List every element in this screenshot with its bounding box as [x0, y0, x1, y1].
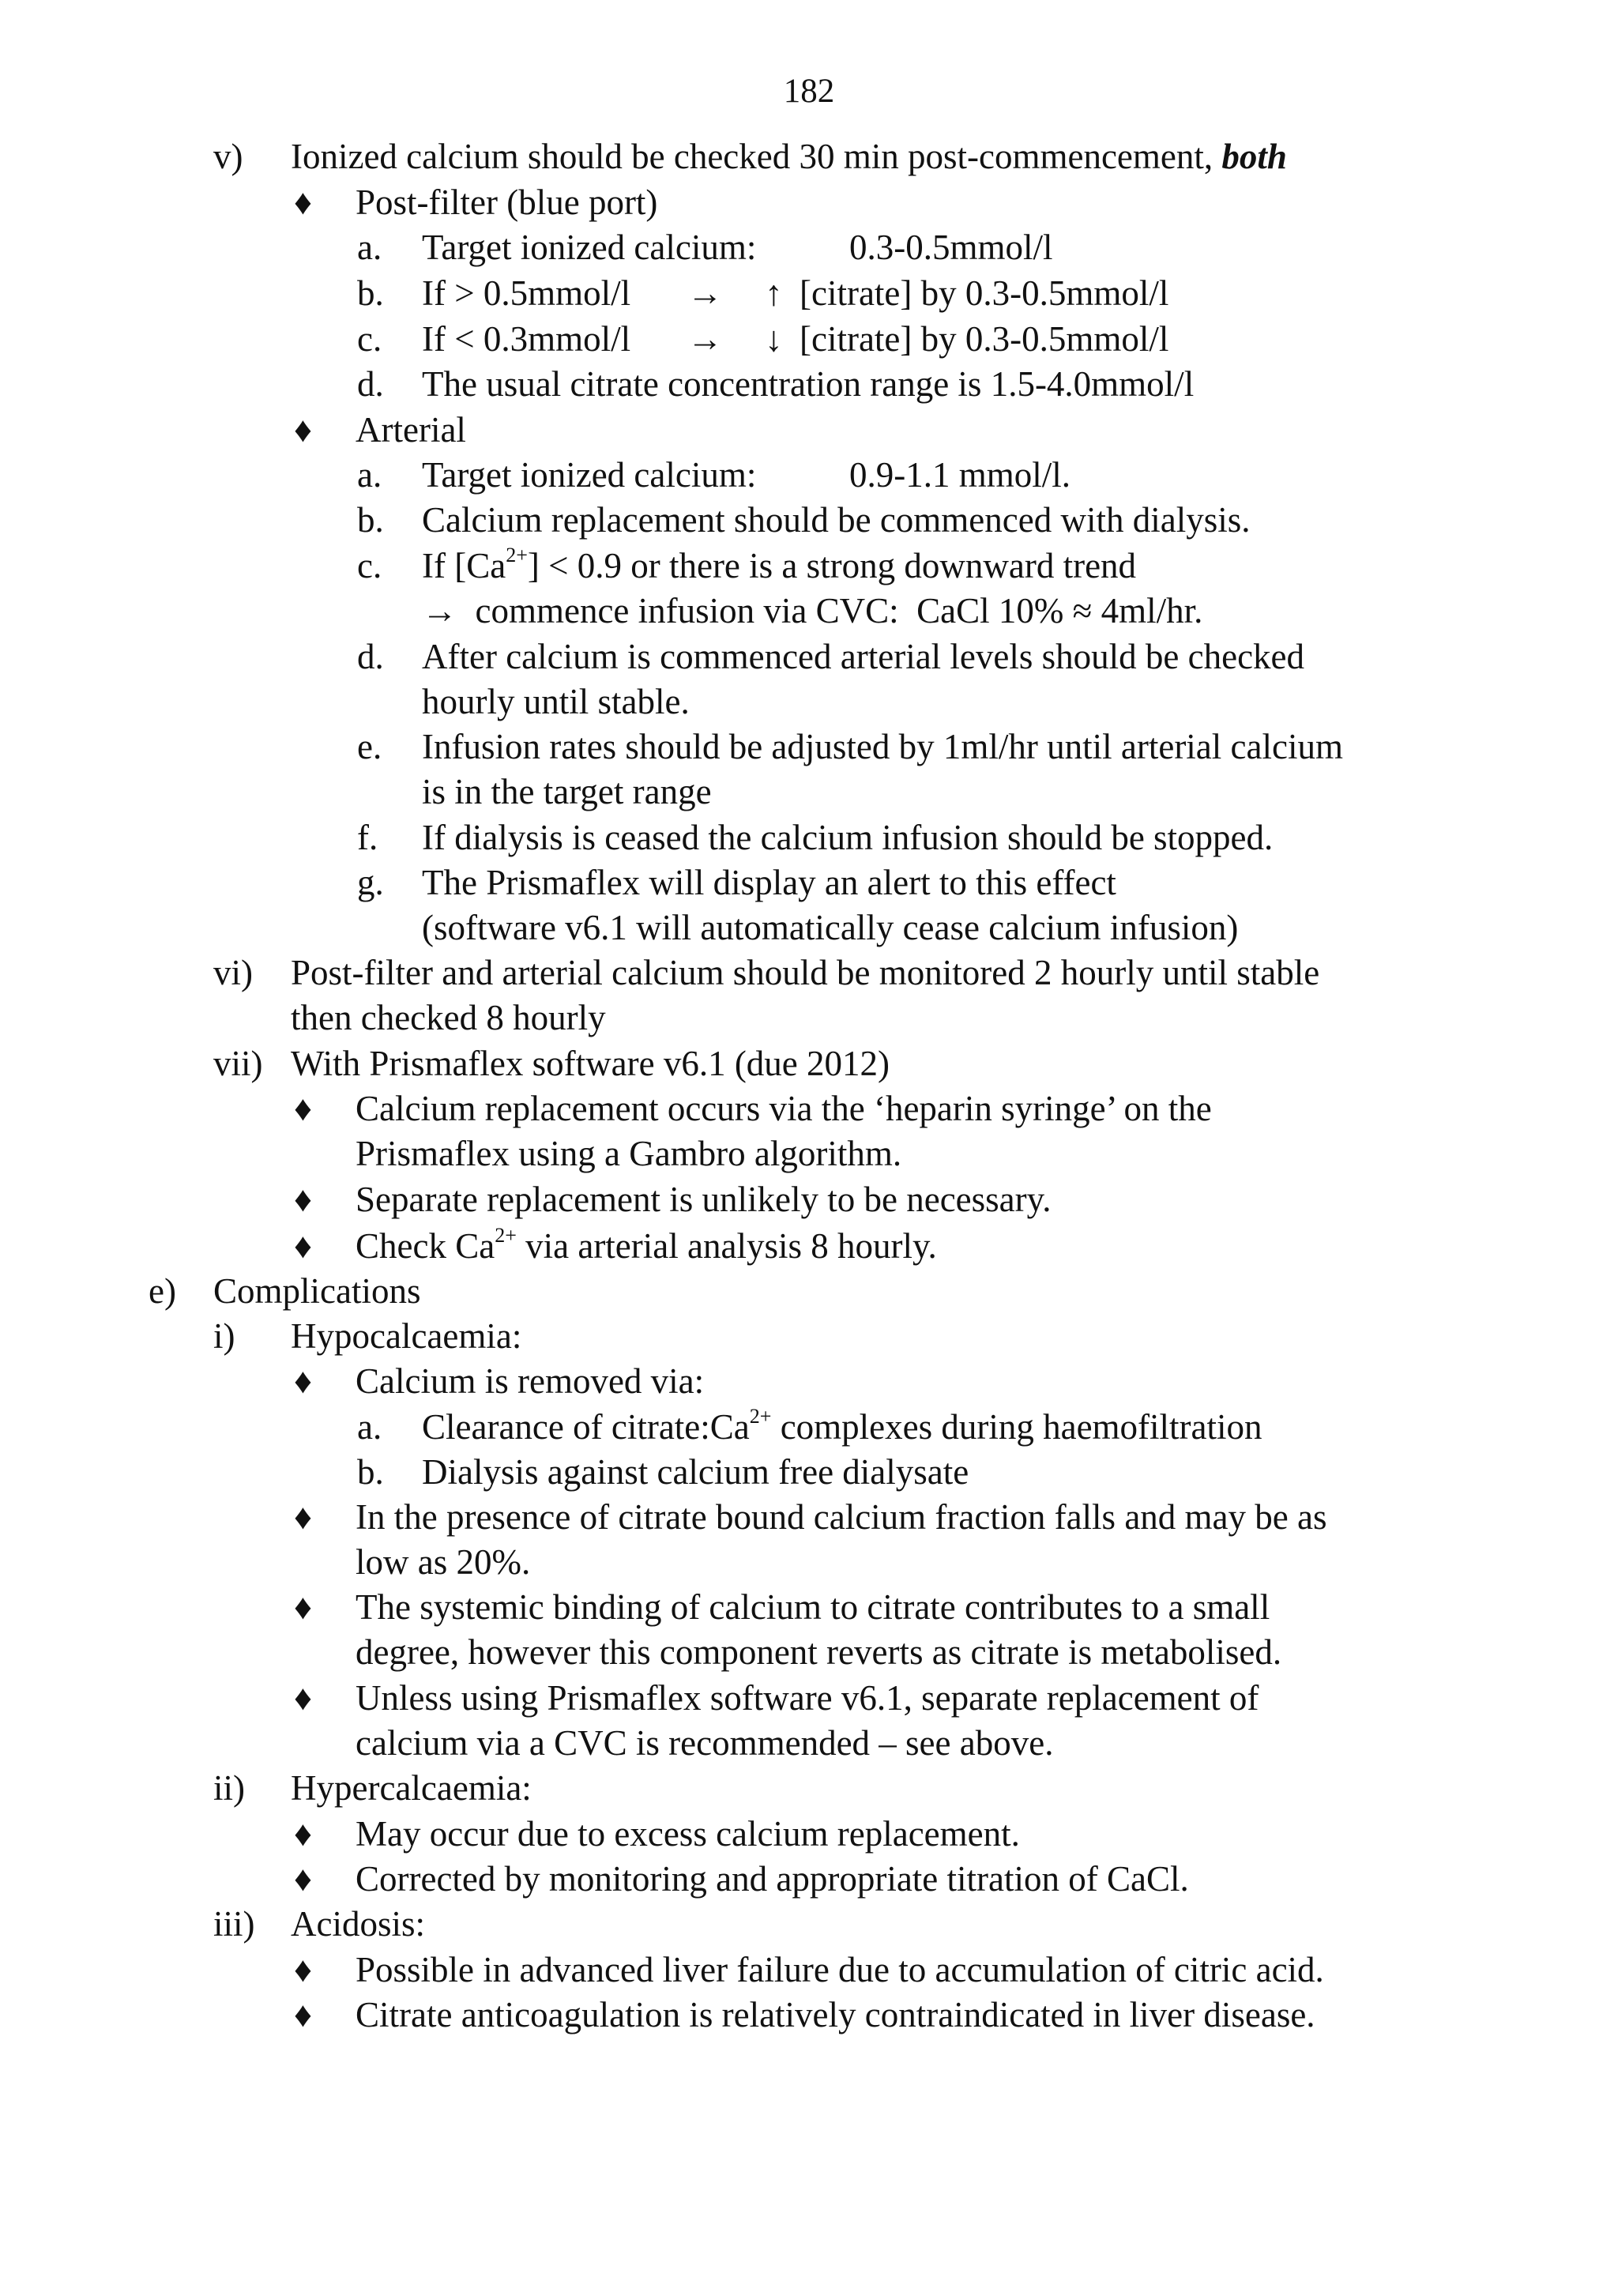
- bullet-icon: ♦: [294, 1180, 312, 1219]
- bullet-icon: ♦: [294, 1226, 312, 1266]
- section-heading: Complications: [213, 1271, 421, 1311]
- bullet-icon: ♦: [294, 1995, 312, 2034]
- target-value: 0.9-1.1 mmol/l.: [849, 455, 1071, 495]
- bullet-icon: ♦: [294, 1814, 312, 1854]
- bullet-icon: ♦: [294, 1089, 312, 1128]
- bullet-icon: ♦: [294, 1859, 312, 1899]
- page-number: 182: [783, 73, 835, 110]
- item-marker: ii): [213, 1768, 245, 1808]
- item-marker: vi): [213, 953, 253, 992]
- bullet-icon: ♦: [294, 1361, 312, 1401]
- document-page: 182 v) Ionized calcium should be checked 30 min post-commencement, both ♦ Post-filter (blue port) a. Target ionized calcium: 0.3-0.5mmol/l b. If > 0.5mmol/l → ↑ [citrate] by 0.3-0.5mmol/l c. If < 0.3mmol/l → ↓ [citrate] by 0.3-0.5mmol/l d. The usual citrate concentration range is 1.5-4.0mmol/l ♦ Arterial a. Target ionized calcium: 0.9-1.1 mmol/l. b. Calcium replacement should be commenced with dialysis. c. If $[Ca^{2+}] < 0.9$ or there is a strong downward trend → commence infusion via CVC: CaCl 10% ≈ 4ml/hr. d. After calcium is commenced arterial levels should be checked hourly until stable. e. Infusion rates should be adjusted by 1ml/hr until arterial calcium is in the target range f. If dialysis is ceased the calcium infusion should be stopped. g. The Prismaflex will display an alert to this effect (software v6.1 will automatically cease calcium infusion) vi) Post-filter and arterial calcium should be monitored 2 hourly until stable then checked 8 hourly vii) With Prismaflex software v6.1 (due 2012) ♦ Calcium replacement occurs via the ‘heparin syringe’ on the Prismaflex using a Gambro algorithm. ♦ Separate replacement is unlikely to be necessary. ♦ Check $Ca^{2+}$ via arterial analysis 8 hourly. e) Complications i) Hypocalcaemia: ♦ Calcium is removed via: a. Clearance of $citrate:Ca^{2+}$ complexes during haemofiltration b. Dialysis against calcium free dialysate ♦ In the presence of citrate bound calcium fraction falls and may be as low as 20%. ♦ The systemic binding of calcium to citrate contributes to a small degree, however this component reverts as citrate is metabolised. ♦ Unless using Prismaflex software v6.1, separate replacement of calcium via a CVC is recommended – see above. ii) Hypercalcaemia: ♦ May occur due to excess calcium replacement. ♦ Corrected by monitoring and appropriate titration of CaCl. iii) Acidosis: ♦ Possible in advanced liver failure due to accumulation of citric acid. ♦ Citrate anticoagulation is relatively contraindicated in liver disease.: [0, 0, 1618, 2296]
- item-text: Ionized calcium should be checked 30 min post-commencement, both: [291, 137, 1287, 176]
- emphasis: both: [1221, 137, 1287, 176]
- down-arrow-icon: ↓: [765, 319, 783, 359]
- item-marker: i): [213, 1316, 235, 1356]
- item-marker: vii): [213, 1044, 263, 1083]
- bullet-heading: Arterial: [356, 410, 466, 450]
- right-arrow-icon: →: [687, 273, 723, 313]
- bullet-icon: ♦: [294, 1678, 312, 1718]
- right-arrow-icon: →: [687, 319, 723, 359]
- bullet-icon: ♦: [294, 410, 312, 450]
- bullet-icon: ♦: [294, 1497, 312, 1537]
- item-marker: iii): [213, 1904, 255, 1944]
- up-arrow-icon: ↑: [765, 273, 783, 313]
- bullet-icon: ♦: [294, 183, 312, 222]
- item-marker: v): [213, 137, 243, 176]
- bullet-icon: ♦: [294, 1587, 312, 1627]
- bullet-heading: Post-filter (blue port): [356, 183, 658, 222]
- target-value: 0.3-0.5mmol/l: [849, 228, 1053, 267]
- section-marker: e): [149, 1271, 176, 1311]
- bullet-icon: ♦: [294, 1950, 312, 1989]
